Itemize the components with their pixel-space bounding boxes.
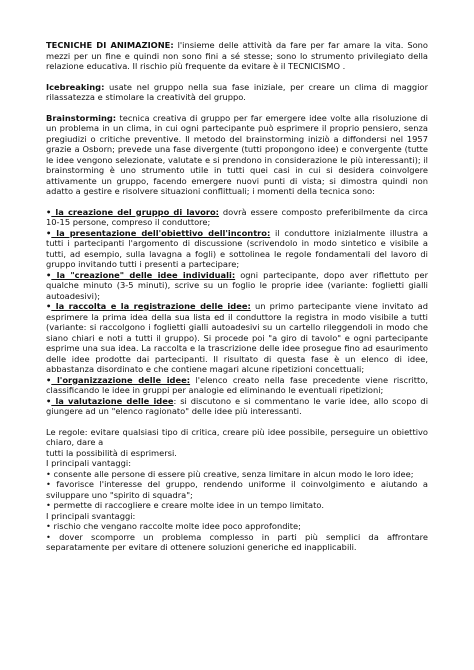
list-item: • favorisce l'interesse del gruppo, rendendo uniforme il coinvolgimento e aiutando a sviluppare uno "spirito di squadra"; (46, 479, 428, 500)
icebreaking-text: usate nel gruppo nella sua fase iniziale, per creare un clima di maggior rilassatezza e stimolare la creatività del gruppo. (46, 81, 428, 102)
moment-bullet: • (46, 227, 52, 238)
intro-text: l'insieme delle attività da fare per far amare la vita. Sono mezzi per un fine e quindi non sono fini a sé stesse; sono lo strumento privilegiato della relazione educativa. Il rischio più frequente da evitare è il TECNICISMO . (46, 40, 429, 71)
list-item (46, 375, 428, 396)
icebreaking-paragraph (46, 82, 428, 103)
list-item (46, 207, 428, 228)
brainstorming-paragraph (46, 113, 428, 197)
intro-term: TECNICHE DI ANIMAZIONE: (46, 40, 174, 50)
brainstorming-text: tecnica creativa di gruppo per far emergere idee volte alla risoluzione di un problema in un clima, in cui ogni partecipante può esprimere il proprio pensiero, senza pregiudizi o critiche preventive. Il metodo del brainstorming iniziò a diffondersi nel 1957 grazie a Osborn; prevede una fase divergente (tutti propongono idee) e convergente (tutte le idee vengono selezionate, valutate e si prendono in considerazione le più interessanti); il brainstorming è uno strumento utile in tutti quei casi in cui si desidera coinvolgere attivamente un gruppo, facendo emergere nuovi punti di vista; si dimostra quindi non adatto a gestire e risolvere situazioni conflittuali; i momenti della tecnica sono: (46, 112, 428, 196)
moment-bullet: • (46, 395, 52, 406)
moment-term: la presentazione dell'obiettivo dell'incontro: (51, 227, 271, 238)
moment-text: l'elenco creato nella fase precedente viene riscritto, classificando le idee in gruppi per analogie ed eliminando le eventuali ripetizioni; (46, 374, 429, 395)
list-item (46, 270, 428, 302)
brainstorming-term: Brainstorming: (46, 112, 117, 123)
moment-text: dovrà essere composto preferibilmente da circa 10-15 persone, compreso il conduttore; (46, 206, 428, 227)
moment-bullet: • (46, 269, 52, 280)
advantages-title: I principali vantaggi: (46, 458, 132, 468)
moment-text: ogni partecipante, dopo aver riflettuto per qualche minuto (3-5 minuti), scrive su un foglio le proprie idee (variante: foglietti gialli autoadesivi); (46, 269, 428, 301)
moment-term: la creazione del gruppo di lavoro: (51, 206, 219, 217)
rules-line: Le regole: evitare qualsiasi tipo di critica, creare più idee possibile, perseguire un obiettivo chiaro, dare a (46, 426, 428, 447)
moment-text: un primo partecipante viene invitato ad esprimere la prima idea della sua lista ed il conduttore la registra in modo visibile a tutti (variante: si raccolgono i foglietti gialli autoadesivi su un cartello rileggendoli in modo che siano chiari e noti a tutti il gruppo). Si procede poi "a giro di tavolo" e ogni partecipante esprime una sua idea. La raccolta e la trascrizione delle idee prosegue fino ad esaurimento delle idee prodotte dai partecipanti. Il risultato di questa fase è un elenco di idee, abbastanza disordinato e che contiene magari alcune ripetizioni concettuali; (46, 301, 428, 374)
moment-bullet: • (46, 206, 52, 217)
list-item (46, 396, 428, 417)
moment-text: il conduttore inizialmente illustra a tutti i partecipanti l'argomento di discussione (scrivendolo in modo sintetico e visibile a tutti, ad esempio, sulla lavagna a fogli) e sottolinea le regole fondamentali del lavoro di gruppo invitando tutti i presenti a partecipare; (46, 227, 428, 269)
list-item: • rischio che vengano raccolte molte idee poco approfondite; (46, 521, 301, 531)
moment-bullet: • (46, 301, 52, 311)
list-item (46, 301, 428, 375)
list-item (46, 228, 428, 270)
list-item: • consente alle persone di essere più creative, senza limitare in alcun modo le loro idee; (46, 468, 414, 479)
moment-bullet: • (46, 374, 52, 385)
moment-term: la raccolta e la registrazione delle idee: (51, 301, 251, 311)
list-item: • dover scomporre un problema complesso in parti più semplici da affrontare separatamente per evitare di ottenere soluzioni generiche ed inapplicabili. (46, 531, 428, 552)
icebreaking-term: Icebreaking: (46, 81, 105, 92)
list-item: • permette di raccogliere e creare molte idee in un tempo limitato. (46, 500, 324, 510)
disadvantages-title: I principali svantaggi: (46, 510, 136, 521)
moment-text: : si discutono e si commentano le varie idee, allo scopo di giungere ad un "elenco ragionato" delle idee più interessanti. (46, 395, 429, 416)
intro-paragraph (46, 40, 428, 72)
moment-term: la "creazione" delle idee individuali: (51, 269, 236, 280)
moment-term: la valutazione delle idee (51, 395, 174, 406)
rules-section (46, 427, 428, 553)
moments-list (46, 207, 428, 417)
moment-term: l'organizzazione delle idee: (51, 374, 191, 385)
rules-line: tutti la possibilità di esprimersi. (46, 447, 177, 458)
